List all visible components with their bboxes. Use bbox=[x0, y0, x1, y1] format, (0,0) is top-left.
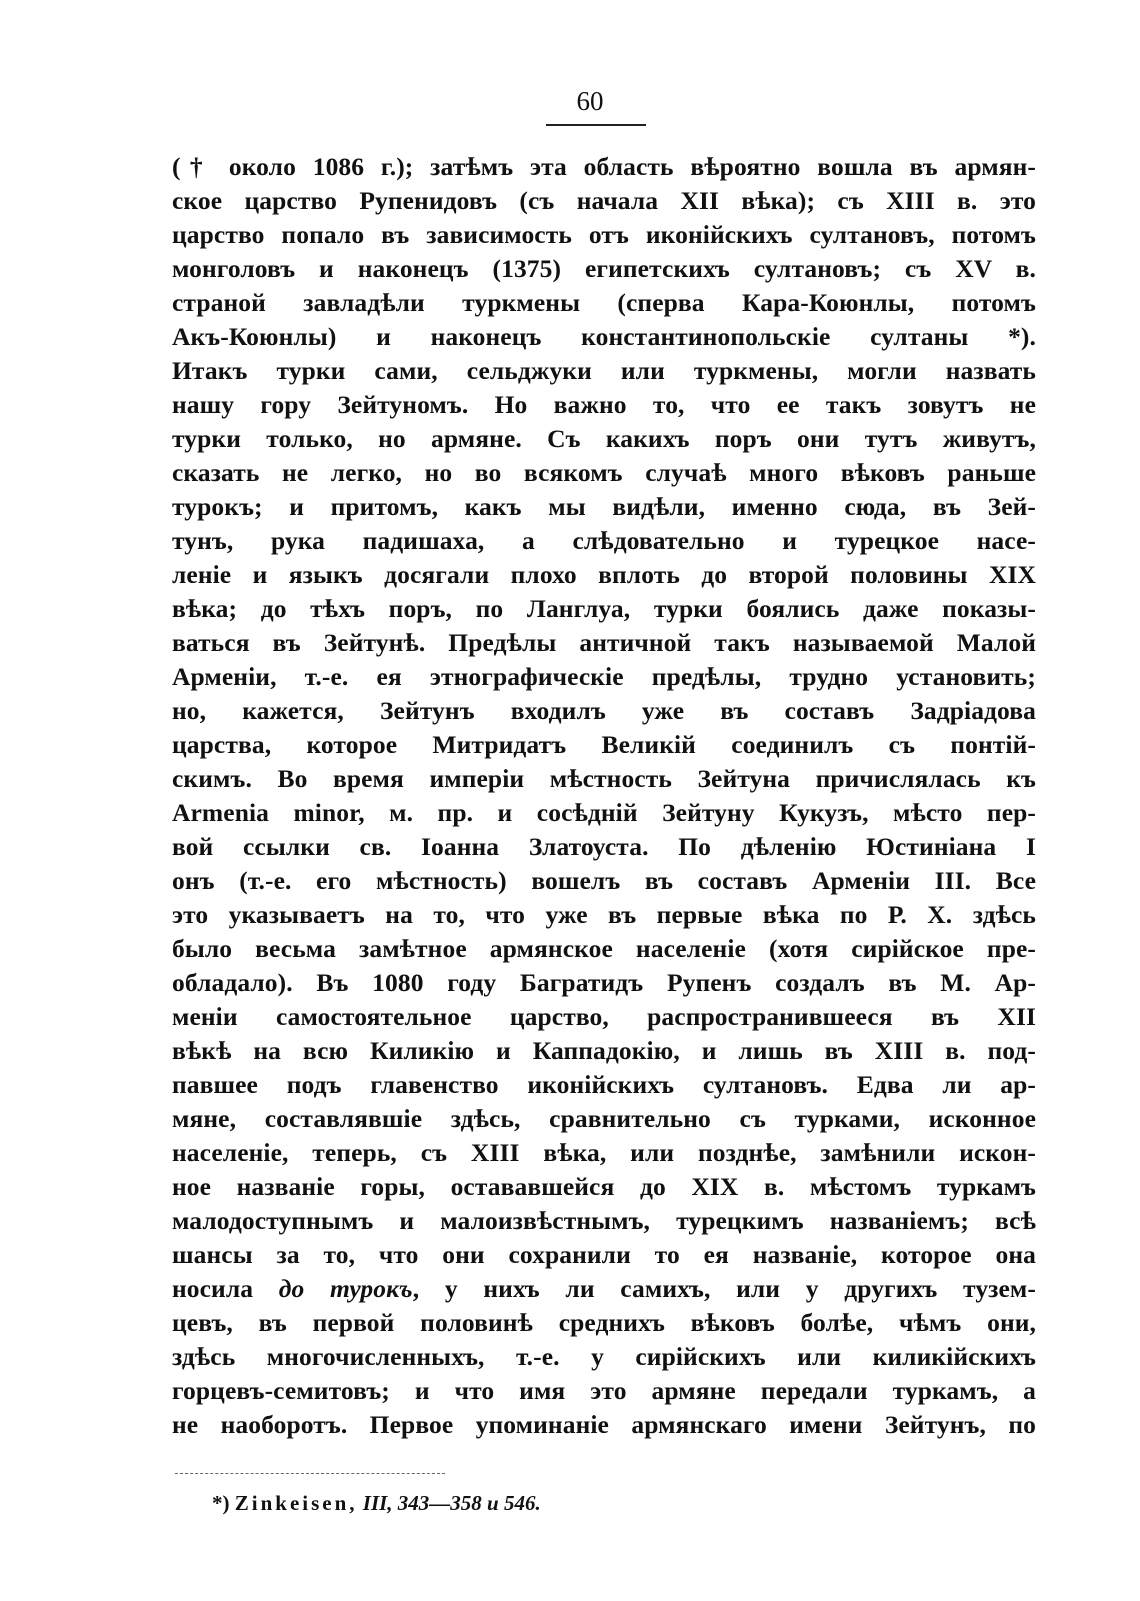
footnote bbox=[212, 1488, 541, 1518]
text-line: ское царство Рупенидовъ (съ начала XII вѣка); съ XIII в. это bbox=[172, 186, 1036, 215]
text-line: Armenia minor, м. пр. и сосѣдній Зейтуну Кукузъ, мѣсто пер- bbox=[172, 798, 1036, 827]
text-segment: , у нихъ ли самихъ, или у другихъ тузем- bbox=[412, 1274, 1036, 1303]
text-line: не наоборотъ. Первое упоминаніе армянскаго имени Зейтунъ, по bbox=[172, 1410, 1036, 1439]
text-line: ное названіе горы, остававшейся до XIX в. мѣстомъ туркамъ bbox=[172, 1172, 1036, 1201]
text-line: царство попало въ зависимость отъ иконійскихъ султановъ, потомъ bbox=[172, 220, 1036, 249]
text-line: павшее подъ главенство иконійскихъ султановъ. Едва ли ар- bbox=[172, 1070, 1036, 1099]
text-line: но, кажется, Зейтунъ входилъ уже въ составъ Задріадова bbox=[172, 696, 1036, 725]
page-number: 60 bbox=[576, 86, 604, 116]
text-line: сказать не легко, но во всякомъ случаѣ много вѣковъ раньше bbox=[172, 458, 1036, 487]
page-number-rule bbox=[546, 124, 646, 126]
footnote-rule bbox=[175, 1473, 445, 1474]
text-line: Итакъ турки сами, сельджуки или туркмены, могли назвать bbox=[172, 356, 1036, 385]
text-line: скимъ. Во время имперіи мѣстность Зейтуна причислялась къ bbox=[172, 764, 1036, 793]
text-line: это указываетъ на то, что уже въ первые вѣка по Р. Х. здѣсь bbox=[172, 900, 1036, 929]
footnote-author: Zinkeisen, bbox=[234, 1491, 358, 1515]
text-line: царства, которое Митридатъ Великій соединилъ съ понтій- bbox=[172, 730, 1036, 759]
text-segment: носила bbox=[172, 1274, 254, 1303]
footnote-reference: III, 343—358 и 546. bbox=[362, 1491, 541, 1515]
text-line: малодоступнымъ и малоизвѣстнымъ, турецкимъ названіемъ; всѣ bbox=[172, 1206, 1036, 1235]
text-line: было весьма замѣтное армянское населеніе (хотя сирійское пре- bbox=[172, 934, 1036, 963]
text-line: Арменіи, т.-е. ея этнографическіе предѣлы, трудно установить; bbox=[172, 662, 1036, 691]
text-line: тунъ, рука падишаха, а слѣдовательно и турецкое насе- bbox=[172, 526, 1036, 555]
text-line: († около 1086 г.); затѣмъ эта область вѣроятно вошла въ армян- bbox=[172, 152, 1036, 181]
text-line: леніе и языкъ досягали плохо вплоть до второй половины XIX bbox=[172, 560, 1036, 589]
text-line: страной завладѣли туркмены (сперва Кара-Коюнлы, потомъ bbox=[172, 288, 1036, 317]
text-line: цевъ, въ первой половинѣ среднихъ вѣковъ болѣе, чѣмъ они, bbox=[172, 1308, 1036, 1337]
text-line: шансы за то, что они сохранили то ея названіе, которое она bbox=[172, 1240, 1036, 1269]
text-line: ваться въ Зейтунѣ. Предѣлы античной такъ называемой Малой bbox=[172, 628, 1036, 657]
text-line: меніи самостоятельное царство, распространившееся въ XII bbox=[172, 1002, 1036, 1031]
text-line: здѣсь многочисленныхъ, т.-е. у сирійскихъ или киликійскихъ bbox=[172, 1342, 1036, 1371]
text-line: населеніе, теперь, съ XIII вѣка, или позднѣе, замѣнили искон- bbox=[172, 1138, 1036, 1167]
text-line: Акъ-Коюнлы) и наконецъ константинопольскіе султаны *). bbox=[172, 322, 1036, 351]
text-line: вой ссылки св. Іоанна Златоуста. По дѣленію Юстиніана I bbox=[172, 832, 1036, 861]
text-line: турокъ; и притомъ, какъ мы видѣли, именно сюда, въ Зей- bbox=[172, 492, 1036, 521]
text-line: обладало). Въ 1080 году Багратидъ Рупенъ создалъ въ М. Ар- bbox=[172, 968, 1036, 997]
text-line-with-italic bbox=[172, 1272, 1036, 1306]
footnote-marker: *) bbox=[212, 1491, 230, 1515]
text-line: монголовъ и наконецъ (1375) египетскихъ султановъ; съ XV в. bbox=[172, 254, 1036, 283]
text-line: турки только, но армяне. Съ какихъ поръ они тутъ живутъ, bbox=[172, 424, 1036, 453]
text-line: нашу гору Зейтуномъ. Но важно то, что ее такъ зовутъ не bbox=[172, 390, 1036, 419]
text-line: мяне, составлявшіе здѣсь, сравнительно съ турками, исконное bbox=[172, 1104, 1036, 1133]
italic-phrase: до турокъ bbox=[278, 1274, 413, 1303]
text-line: онъ (т.-е. его мѣстность) вошелъ въ составъ Арменіи III. Все bbox=[172, 866, 1036, 895]
text-line: горцевъ-семитовъ; и что имя это армяне передали туркамъ, а bbox=[172, 1376, 1036, 1405]
body-text bbox=[172, 150, 1036, 1442]
text-line: вѣкѣ на всю Киликію и Каппадокію, и лишь въ XIII в. под- bbox=[172, 1036, 1036, 1065]
text-line: вѣка; до тѣхъ поръ, по Ланглуа, турки боялись даже показы- bbox=[172, 594, 1036, 623]
